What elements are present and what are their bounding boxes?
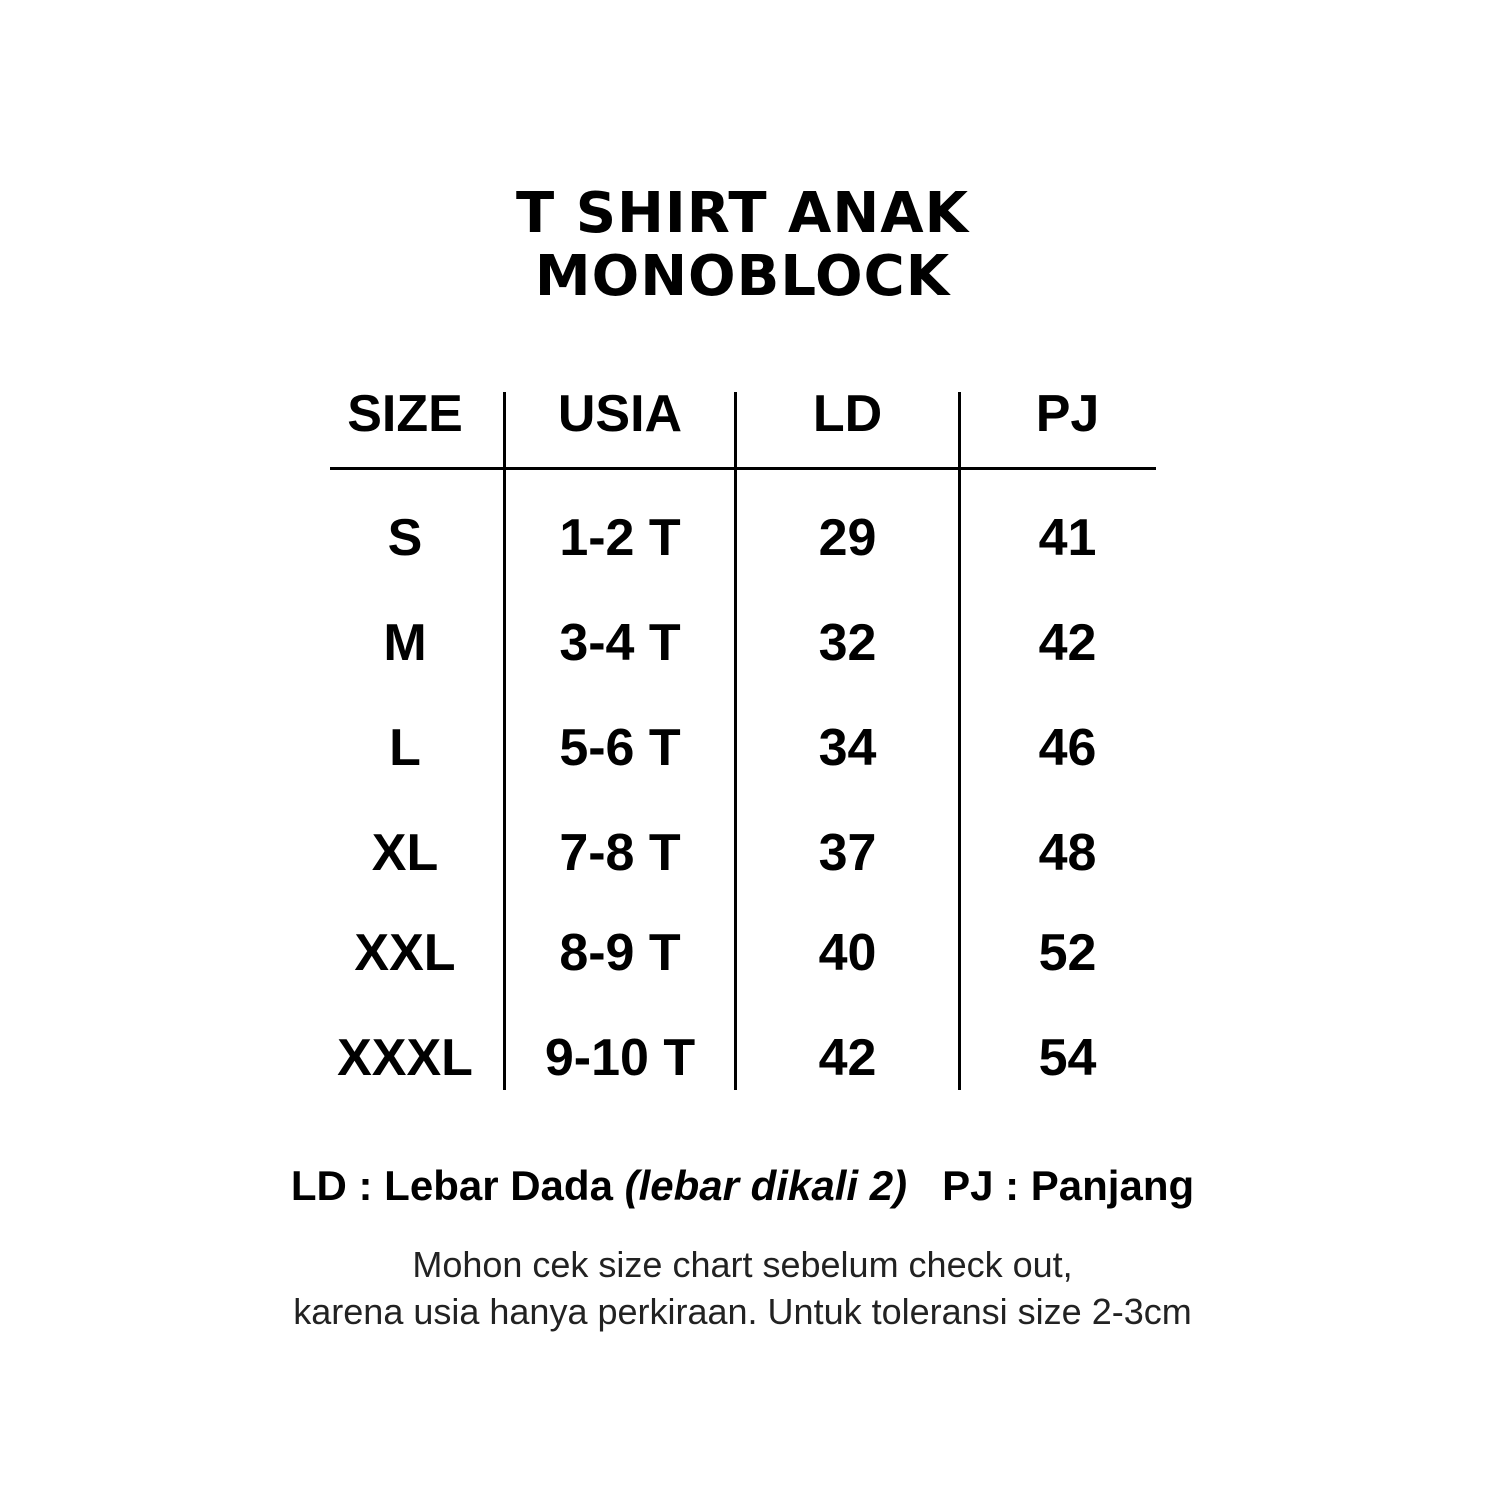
cell-pj: 42 [1038,614,1097,672]
column-divider-2 [734,392,737,1090]
header-usia: USIA [557,385,683,443]
cell-ld: 34 [818,719,877,777]
cell-usia: 8-9 T [559,924,681,982]
cell-ld: 40 [818,924,877,982]
legend-pj: PJ : Panjang [942,1162,1195,1209]
header-ld: LD [812,385,883,443]
note-line2: karena usia hanya perkiraan. Untuk toleransi size 2-3cm [293,1291,1192,1332]
cell-size: XXXL [337,1029,473,1087]
column-divider-3 [958,392,961,1090]
cell-ld: 37 [818,824,877,882]
legend-ld-note: (lebar dikali 2) [624,1162,908,1209]
cell-pj: 46 [1038,719,1097,777]
cell-usia: 7-8 T [559,824,681,882]
cell-usia: 5-6 T [559,719,681,777]
cell-pj: 48 [1038,824,1097,882]
column-divider-1 [503,392,506,1090]
cell-pj: 52 [1038,924,1097,982]
header-size: SIZE [347,385,463,443]
legend-ld: LD : Lebar Dada [290,1162,613,1209]
cell-ld: 42 [818,1029,877,1087]
cell-ld: 29 [818,509,877,567]
header-divider [330,467,1156,470]
page-title-line2: MONOBLOCK [534,244,951,309]
cell-usia: 1-2 T [559,509,681,567]
page-title-line1: T SHIRT ANAK [516,181,969,246]
cell-ld: 32 [818,614,877,672]
cell-pj: 54 [1038,1029,1097,1087]
cell-size: XL [371,824,439,882]
cell-size: M [383,614,427,672]
cell-usia: 9-10 T [544,1029,696,1087]
cell-size: L [389,719,421,777]
cell-usia: 3-4 T [559,614,681,672]
cell-size: S [387,509,423,567]
cell-pj: 41 [1038,509,1097,567]
cell-size: XXL [354,924,456,982]
legend [0,1160,1485,1212]
header-pj: PJ [1035,385,1100,443]
note-line1: Mohon cek size chart sebelum check out, [412,1244,1073,1285]
